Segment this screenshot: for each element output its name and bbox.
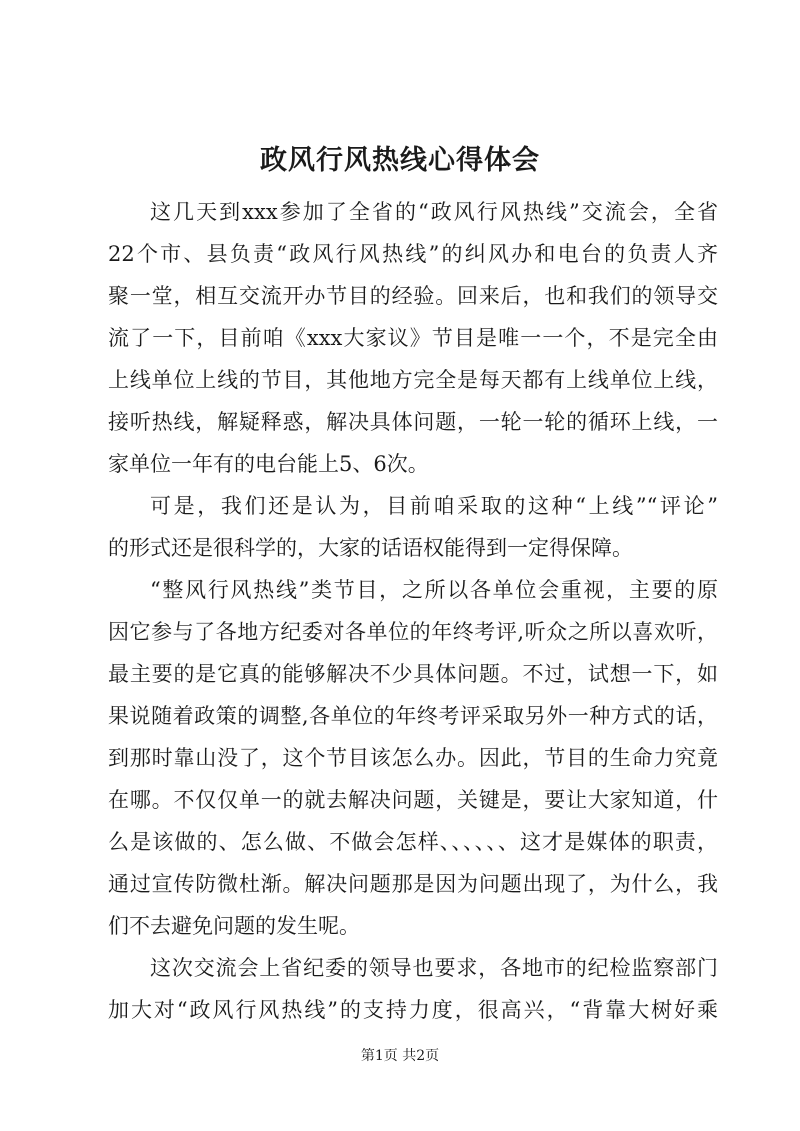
- paragraph-1-line-6: 接听热线，解疑释惑，解决具体问题，一轮一轮的循环上线，一: [108, 410, 718, 434]
- paragraph-1-line-7: 家单位一年有的电台能上5、6次。: [108, 452, 429, 476]
- paragraph-2-line-1: 可是，我们还是认为，目前咱采取的这种“上线”“评论”: [150, 494, 718, 518]
- document-title: 政风行风热线心得体会: [260, 145, 540, 176]
- paragraph-3-line-6: 在哪。不仅仅单一的就去解决问题，关键是，要让大家知道，什: [108, 788, 718, 812]
- paragraph-4-line-1: 这次交流会上省纪委的领导也要求，各地市的纪检监察部门: [150, 956, 718, 980]
- paragraph-1-line-5: 上线单位上线的节目，其他地方完全是每天都有上线单位上线，: [108, 368, 718, 392]
- paragraph-3-line-2: 因它参与了各地方纪委对各单位的年终考评,听众之所以喜欢听，: [108, 620, 718, 644]
- paragraph-1-line-2: 22个市、县负责“政风行风热线”的纠风办和电台的负责人齐: [108, 242, 718, 266]
- paragraph-3-line-7: 么是该做的、怎么做、不做会怎样、、、、、、这才是媒体的职责，: [108, 830, 718, 854]
- paragraph-2-line-2: 的形式还是很科学的，大家的话语权能得到一定得保障。: [108, 536, 633, 560]
- paragraph-4-line-2: 加大对“政风行风热线”的支持力度，很高兴，“背靠大树好乘: [108, 998, 718, 1022]
- paragraph-3-line-9: 们不去避免问题的发生呢。: [108, 914, 360, 938]
- paragraph-1-line-3: 聚一堂，相互交流开办节目的经验。回来后，也和我们的领导交: [108, 284, 718, 308]
- paragraph-1-line-4: 流了一下，目前咱《xxx大家议》节目是唯一一个，不是完全由: [108, 326, 718, 350]
- paragraph-3-line-4: 果说随着政策的调整,各单位的年终考评采取另外一种方式的话，: [108, 704, 718, 728]
- paragraph-1-line-1: 这几天到xxx参加了全省的“政风行风热线”交流会，全省: [150, 200, 718, 224]
- paragraph-3-line-8: 通过宣传防微杜渐。解决问题那是因为问题出现了，为什么，我: [108, 872, 718, 896]
- paragraph-3-line-3: 最主要的是它真的能够解决不少具体问题。不过，试想一下，如: [108, 662, 718, 686]
- page-number-footer: 第1页 共2页: [360, 1048, 440, 1064]
- paragraph-3-line-1: “整风行风热线”类节目，之所以各单位会重视，主要的原: [150, 578, 718, 602]
- paragraph-3-line-5: 到那时靠山没了，这个节目该怎么办。因此，节目的生命力究竟: [108, 746, 718, 770]
